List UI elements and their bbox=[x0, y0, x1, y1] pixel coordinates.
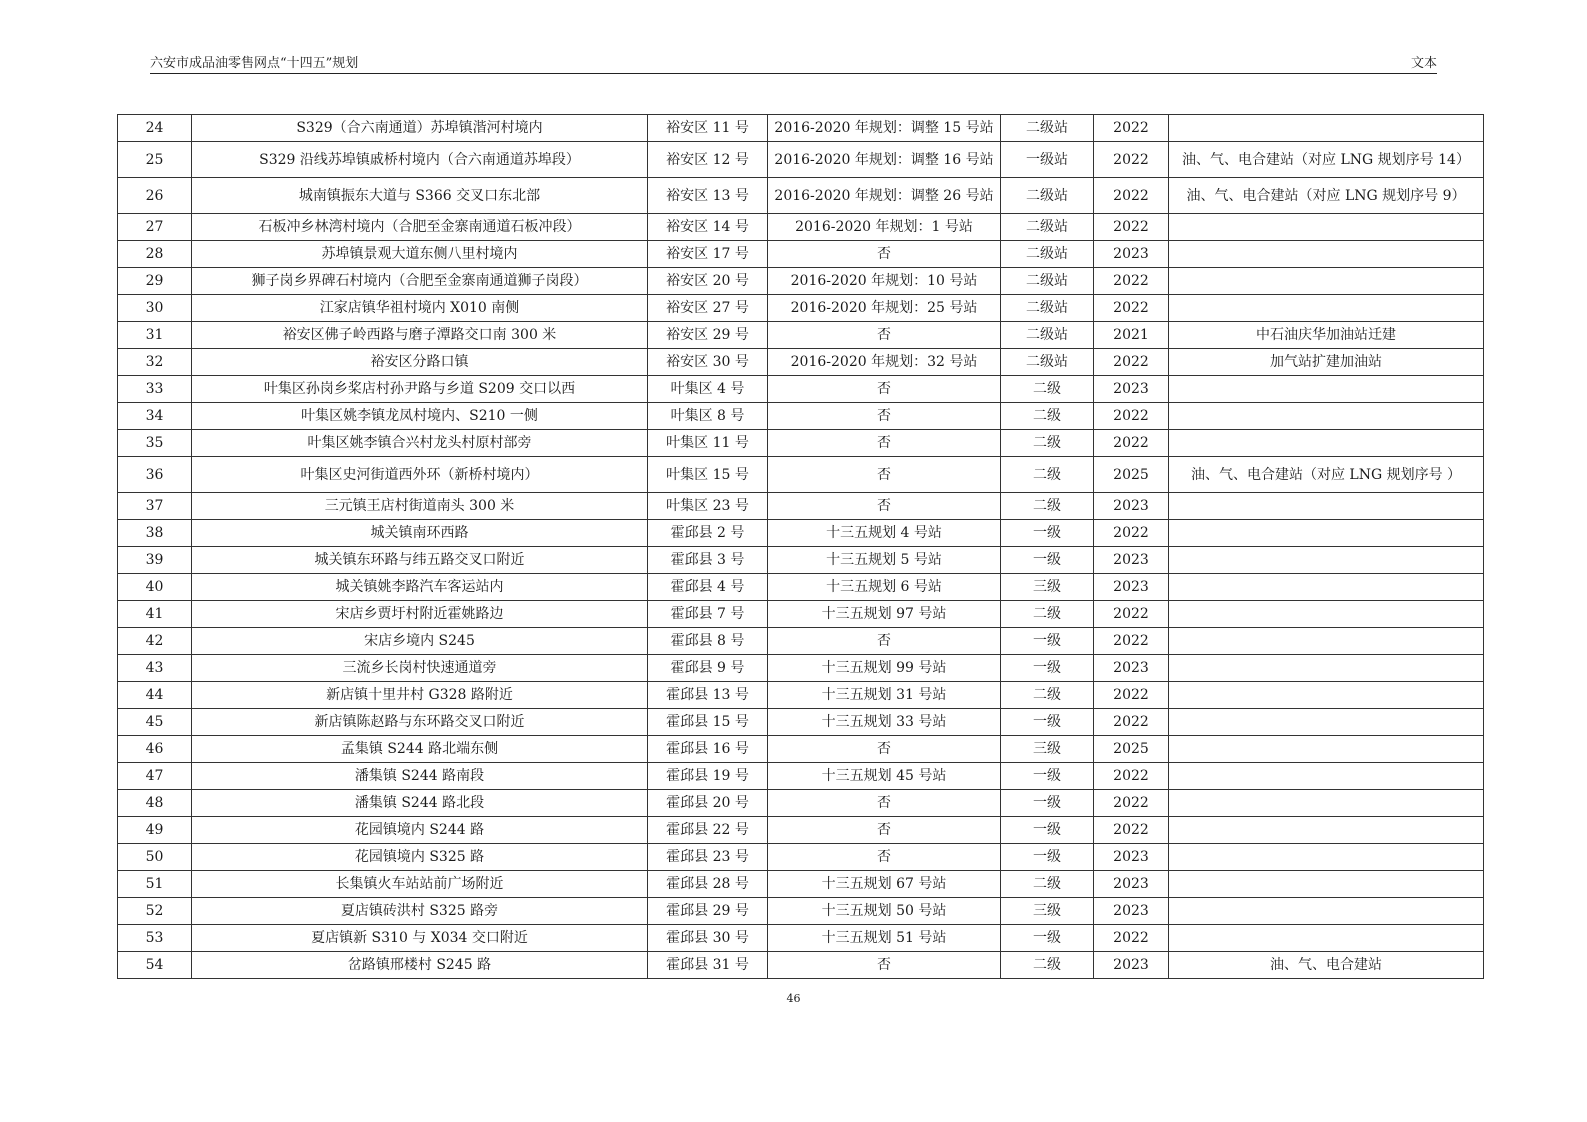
year-cell: 2022 bbox=[1094, 430, 1169, 457]
prior-plan-cell: 2016-2020 年规划：1 号站 bbox=[768, 214, 1001, 241]
station-level-cell: 二级站 bbox=[1001, 349, 1094, 376]
station-level-cell: 二级 bbox=[1001, 376, 1094, 403]
prior-plan-cell: 2016-2020 年规划：32 号站 bbox=[768, 349, 1001, 376]
header-divider bbox=[150, 73, 1437, 74]
table-row bbox=[118, 709, 1484, 736]
location-cell: S329（合六南通道）苏埠镇湝河村境内 bbox=[192, 115, 648, 142]
station-level-cell: 一级站 bbox=[1001, 142, 1094, 178]
row-number-cell: 49 bbox=[118, 817, 192, 844]
year-cell: 2023 bbox=[1094, 574, 1169, 601]
station-level-cell: 一级 bbox=[1001, 790, 1094, 817]
document-title: 六安市成品油零售网点“十四五”规划 bbox=[150, 56, 359, 71]
prior-plan-cell: 否 bbox=[768, 241, 1001, 268]
year-cell: 2025 bbox=[1094, 457, 1169, 493]
year-cell: 2023 bbox=[1094, 898, 1169, 925]
location-cell: 城关镇南环西路 bbox=[192, 520, 648, 547]
station-code-cell: 裕安区 17 号 bbox=[648, 241, 768, 268]
table-row bbox=[118, 376, 1484, 403]
location-cell: 裕安区分路口镇 bbox=[192, 349, 648, 376]
row-number-cell: 43 bbox=[118, 655, 192, 682]
row-number-cell: 48 bbox=[118, 790, 192, 817]
station-code-cell: 叶集区 4 号 bbox=[648, 376, 768, 403]
table-row bbox=[118, 736, 1484, 763]
row-number-cell: 44 bbox=[118, 682, 192, 709]
station-code-cell: 霍邱县 19 号 bbox=[648, 763, 768, 790]
station-code-cell: 霍邱县 2 号 bbox=[648, 520, 768, 547]
note-cell bbox=[1169, 403, 1484, 430]
year-cell: 2022 bbox=[1094, 214, 1169, 241]
prior-plan-cell: 十三五规划 33 号站 bbox=[768, 709, 1001, 736]
year-cell: 2023 bbox=[1094, 655, 1169, 682]
station-code-cell: 霍邱县 16 号 bbox=[648, 736, 768, 763]
station-level-cell: 二级站 bbox=[1001, 178, 1094, 214]
prior-plan-cell: 2016-2020 年规划：调整 15 号站 bbox=[768, 115, 1001, 142]
row-number-cell: 31 bbox=[118, 322, 192, 349]
table-row bbox=[118, 520, 1484, 547]
location-cell: 江家店镇华祖村境内 X010 南侧 bbox=[192, 295, 648, 322]
row-number-cell: 52 bbox=[118, 898, 192, 925]
year-cell: 2022 bbox=[1094, 178, 1169, 214]
table-row bbox=[118, 457, 1484, 493]
row-number-cell: 25 bbox=[118, 142, 192, 178]
station-code-cell: 裕安区 30 号 bbox=[648, 349, 768, 376]
station-code-cell: 裕安区 29 号 bbox=[648, 322, 768, 349]
location-cell: 苏埠镇景观大道东侧八里村境内 bbox=[192, 241, 648, 268]
row-number-cell: 47 bbox=[118, 763, 192, 790]
station-level-cell: 二级站 bbox=[1001, 115, 1094, 142]
row-number-cell: 34 bbox=[118, 403, 192, 430]
row-number-cell: 26 bbox=[118, 178, 192, 214]
note-cell: 中石油庆华加油站迁建 bbox=[1169, 322, 1484, 349]
prior-plan-cell: 2016-2020 年规划：调整 26 号站 bbox=[768, 178, 1001, 214]
row-number-cell: 42 bbox=[118, 628, 192, 655]
section-label: 文本 bbox=[1410, 56, 1437, 71]
location-cell: 宋店乡境内 S245 bbox=[192, 628, 648, 655]
table-body bbox=[118, 115, 1484, 979]
year-cell: 2025 bbox=[1094, 736, 1169, 763]
location-cell: 叶集区史河街道西外环（新桥村境内） bbox=[192, 457, 648, 493]
note-cell bbox=[1169, 628, 1484, 655]
prior-plan-cell: 否 bbox=[768, 952, 1001, 979]
prior-plan-cell: 否 bbox=[768, 790, 1001, 817]
row-number-cell: 30 bbox=[118, 295, 192, 322]
note-cell bbox=[1169, 376, 1484, 403]
station-code-cell: 霍邱县 22 号 bbox=[648, 817, 768, 844]
station-level-cell: 一级 bbox=[1001, 844, 1094, 871]
note-cell bbox=[1169, 214, 1484, 241]
table-row bbox=[118, 322, 1484, 349]
note-cell bbox=[1169, 520, 1484, 547]
row-number-cell: 37 bbox=[118, 493, 192, 520]
prior-plan-cell: 否 bbox=[768, 817, 1001, 844]
year-cell: 2022 bbox=[1094, 403, 1169, 430]
station-level-cell: 二级站 bbox=[1001, 295, 1094, 322]
station-code-cell: 叶集区 11 号 bbox=[648, 430, 768, 457]
table-row bbox=[118, 682, 1484, 709]
row-number-cell: 33 bbox=[118, 376, 192, 403]
year-cell: 2022 bbox=[1094, 142, 1169, 178]
row-number-cell: 54 bbox=[118, 952, 192, 979]
station-level-cell: 一级 bbox=[1001, 655, 1094, 682]
location-cell: 三元镇王店村街道南头 300 米 bbox=[192, 493, 648, 520]
location-cell: 石板冲乡林湾村境内（合肥至金寨南通道石板冲段） bbox=[192, 214, 648, 241]
station-level-cell: 一级 bbox=[1001, 817, 1094, 844]
year-cell: 2022 bbox=[1094, 925, 1169, 952]
year-cell: 2022 bbox=[1094, 295, 1169, 322]
row-number-cell: 38 bbox=[118, 520, 192, 547]
row-number-cell: 50 bbox=[118, 844, 192, 871]
table-row bbox=[118, 601, 1484, 628]
prior-plan-cell: 2016-2020 年规划：调整 16 号站 bbox=[768, 142, 1001, 178]
prior-plan-cell: 否 bbox=[768, 457, 1001, 493]
location-cell: 长集镇火车站站前广场附近 bbox=[192, 871, 648, 898]
station-code-cell: 霍邱县 28 号 bbox=[648, 871, 768, 898]
station-level-cell: 二级 bbox=[1001, 952, 1094, 979]
note-cell bbox=[1169, 898, 1484, 925]
row-number-cell: 29 bbox=[118, 268, 192, 295]
location-cell: 宋店乡贾圩村附近霍姚路边 bbox=[192, 601, 648, 628]
station-level-cell: 二级 bbox=[1001, 682, 1094, 709]
table-row bbox=[118, 403, 1484, 430]
note-cell: 油、气、电合建站（对应 LNG 规划序号 ） bbox=[1169, 457, 1484, 493]
note-cell: 油、气、电合建站（对应 LNG 规划序号 14） bbox=[1169, 142, 1484, 178]
note-cell bbox=[1169, 844, 1484, 871]
table-row bbox=[118, 655, 1484, 682]
station-code-cell: 霍邱县 3 号 bbox=[648, 547, 768, 574]
station-code-cell: 霍邱县 15 号 bbox=[648, 709, 768, 736]
note-cell bbox=[1169, 493, 1484, 520]
location-cell: 夏店镇砖洪村 S325 路旁 bbox=[192, 898, 648, 925]
table-row bbox=[118, 817, 1484, 844]
row-number-cell: 51 bbox=[118, 871, 192, 898]
prior-plan-cell: 十三五规划 31 号站 bbox=[768, 682, 1001, 709]
prior-plan-cell: 否 bbox=[768, 403, 1001, 430]
prior-plan-cell: 2016-2020 年规划：10 号站 bbox=[768, 268, 1001, 295]
year-cell: 2022 bbox=[1094, 268, 1169, 295]
station-code-cell: 霍邱县 20 号 bbox=[648, 790, 768, 817]
year-cell: 2023 bbox=[1094, 376, 1169, 403]
station-level-cell: 二级 bbox=[1001, 871, 1094, 898]
note-cell bbox=[1169, 817, 1484, 844]
location-cell: 叶集区姚李镇合兴村龙头村原村部旁 bbox=[192, 430, 648, 457]
station-code-cell: 裕安区 20 号 bbox=[648, 268, 768, 295]
prior-plan-cell: 否 bbox=[768, 628, 1001, 655]
row-number-cell: 28 bbox=[118, 241, 192, 268]
prior-plan-cell: 十三五规划 4 号站 bbox=[768, 520, 1001, 547]
note-cell bbox=[1169, 547, 1484, 574]
year-cell: 2022 bbox=[1094, 115, 1169, 142]
row-number-cell: 53 bbox=[118, 925, 192, 952]
note-cell bbox=[1169, 790, 1484, 817]
note-cell bbox=[1169, 871, 1484, 898]
row-number-cell: 36 bbox=[118, 457, 192, 493]
table-row bbox=[118, 574, 1484, 601]
note-cell bbox=[1169, 295, 1484, 322]
row-number-cell: 46 bbox=[118, 736, 192, 763]
location-cell: 夏店镇新 S310 与 X034 交口附近 bbox=[192, 925, 648, 952]
station-code-cell: 裕安区 11 号 bbox=[648, 115, 768, 142]
table-row bbox=[118, 844, 1484, 871]
station-code-cell: 叶集区 23 号 bbox=[648, 493, 768, 520]
location-cell: 花园镇境内 S325 路 bbox=[192, 844, 648, 871]
note-cell bbox=[1169, 736, 1484, 763]
table-row bbox=[118, 898, 1484, 925]
location-cell: 城南镇振东大道与 S366 交叉口东北部 bbox=[192, 178, 648, 214]
table-row bbox=[118, 430, 1484, 457]
year-cell: 2022 bbox=[1094, 628, 1169, 655]
note-cell: 油、气、电合建站 bbox=[1169, 952, 1484, 979]
station-code-cell: 叶集区 8 号 bbox=[648, 403, 768, 430]
row-number-cell: 35 bbox=[118, 430, 192, 457]
row-number-cell: 40 bbox=[118, 574, 192, 601]
table-row bbox=[118, 268, 1484, 295]
prior-plan-cell: 十三五规划 67 号站 bbox=[768, 871, 1001, 898]
note-cell bbox=[1169, 574, 1484, 601]
table-row bbox=[118, 214, 1484, 241]
location-cell: 三流乡长岗村快速通道旁 bbox=[192, 655, 648, 682]
station-code-cell: 裕安区 12 号 bbox=[648, 142, 768, 178]
location-cell: 城关镇姚李路汽车客运站内 bbox=[192, 574, 648, 601]
prior-plan-cell: 十三五规划 51 号站 bbox=[768, 925, 1001, 952]
station-code-cell: 霍邱县 8 号 bbox=[648, 628, 768, 655]
note-cell bbox=[1169, 682, 1484, 709]
location-cell: S329 沿线苏埠镇戚桥村境内（合六南通道苏埠段） bbox=[192, 142, 648, 178]
prior-plan-cell: 十三五规划 45 号站 bbox=[768, 763, 1001, 790]
row-number-cell: 27 bbox=[118, 214, 192, 241]
year-cell: 2022 bbox=[1094, 349, 1169, 376]
prior-plan-cell: 2016-2020 年规划：25 号站 bbox=[768, 295, 1001, 322]
location-cell: 新店镇十里井村 G328 路附近 bbox=[192, 682, 648, 709]
station-code-cell: 霍邱县 29 号 bbox=[648, 898, 768, 925]
page-number: 46 bbox=[786, 992, 801, 1005]
station-level-cell: 二级 bbox=[1001, 457, 1094, 493]
station-level-cell: 二级 bbox=[1001, 493, 1094, 520]
location-cell: 叶集区姚李镇龙凤村境内、S210 一侧 bbox=[192, 403, 648, 430]
location-cell: 狮子岗乡界碑石村境内（合肥至金寨南通道狮子岗段） bbox=[192, 268, 648, 295]
station-level-cell: 三级 bbox=[1001, 574, 1094, 601]
table-row bbox=[118, 493, 1484, 520]
station-level-cell: 一级 bbox=[1001, 763, 1094, 790]
prior-plan-cell: 否 bbox=[768, 736, 1001, 763]
station-code-cell: 霍邱县 7 号 bbox=[648, 601, 768, 628]
station-level-cell: 二级站 bbox=[1001, 241, 1094, 268]
prior-plan-cell: 否 bbox=[768, 322, 1001, 349]
year-cell: 2023 bbox=[1094, 952, 1169, 979]
table-row bbox=[118, 142, 1484, 178]
year-cell: 2023 bbox=[1094, 241, 1169, 268]
note-cell: 油、气、电合建站（对应 LNG 规划序号 9） bbox=[1169, 178, 1484, 214]
table-row bbox=[118, 349, 1484, 376]
station-level-cell: 二级站 bbox=[1001, 322, 1094, 349]
station-code-cell: 霍邱县 4 号 bbox=[648, 574, 768, 601]
row-number-cell: 45 bbox=[118, 709, 192, 736]
year-cell: 2022 bbox=[1094, 763, 1169, 790]
location-cell: 孟集镇 S244 路北端东侧 bbox=[192, 736, 648, 763]
note-cell bbox=[1169, 268, 1484, 295]
station-level-cell: 二级站 bbox=[1001, 214, 1094, 241]
station-level-cell: 二级 bbox=[1001, 601, 1094, 628]
location-cell: 潘集镇 S244 路北段 bbox=[192, 790, 648, 817]
table-row bbox=[118, 763, 1484, 790]
year-cell: 2023 bbox=[1094, 547, 1169, 574]
year-cell: 2023 bbox=[1094, 871, 1169, 898]
station-code-cell: 叶集区 15 号 bbox=[648, 457, 768, 493]
prior-plan-cell: 十三五规划 6 号站 bbox=[768, 574, 1001, 601]
table-row bbox=[118, 952, 1484, 979]
prior-plan-cell: 否 bbox=[768, 844, 1001, 871]
station-code-cell: 霍邱县 9 号 bbox=[648, 655, 768, 682]
prior-plan-cell: 十三五规划 5 号站 bbox=[768, 547, 1001, 574]
location-cell: 花园镇境内 S244 路 bbox=[192, 817, 648, 844]
table-row bbox=[118, 241, 1484, 268]
row-number-cell: 41 bbox=[118, 601, 192, 628]
location-cell: 潘集镇 S244 路南段 bbox=[192, 763, 648, 790]
station-level-cell: 一级 bbox=[1001, 709, 1094, 736]
station-level-cell: 三级 bbox=[1001, 736, 1094, 763]
prior-plan-cell: 否 bbox=[768, 430, 1001, 457]
station-code-cell: 霍邱县 23 号 bbox=[648, 844, 768, 871]
table-row bbox=[118, 178, 1484, 214]
year-cell: 2022 bbox=[1094, 601, 1169, 628]
table-row bbox=[118, 871, 1484, 898]
prior-plan-cell: 十三五规划 50 号站 bbox=[768, 898, 1001, 925]
note-cell bbox=[1169, 115, 1484, 142]
station-plan-table bbox=[117, 114, 1484, 979]
location-cell: 叶集区孙岗乡桨店村孙尹路与乡道 S209 交口以西 bbox=[192, 376, 648, 403]
prior-plan-cell: 十三五规划 99 号站 bbox=[768, 655, 1001, 682]
station-level-cell: 二级 bbox=[1001, 403, 1094, 430]
table-row bbox=[118, 628, 1484, 655]
note-cell: 加气站扩建加油站 bbox=[1169, 349, 1484, 376]
note-cell bbox=[1169, 601, 1484, 628]
station-level-cell: 一级 bbox=[1001, 547, 1094, 574]
prior-plan-cell: 否 bbox=[768, 493, 1001, 520]
station-code-cell: 霍邱县 13 号 bbox=[648, 682, 768, 709]
prior-plan-cell: 十三五规划 97 号站 bbox=[768, 601, 1001, 628]
location-cell: 裕安区佛子岭西路与磨子潭路交口南 300 米 bbox=[192, 322, 648, 349]
table-row bbox=[118, 547, 1484, 574]
station-code-cell: 裕安区 14 号 bbox=[648, 214, 768, 241]
row-number-cell: 39 bbox=[118, 547, 192, 574]
year-cell: 2022 bbox=[1094, 709, 1169, 736]
year-cell: 2022 bbox=[1094, 817, 1169, 844]
note-cell bbox=[1169, 430, 1484, 457]
location-cell: 城关镇东环路与纬五路交叉口附近 bbox=[192, 547, 648, 574]
year-cell: 2022 bbox=[1094, 682, 1169, 709]
station-level-cell: 三级 bbox=[1001, 898, 1094, 925]
year-cell: 2023 bbox=[1094, 493, 1169, 520]
row-number-cell: 24 bbox=[118, 115, 192, 142]
station-code-cell: 霍邱县 30 号 bbox=[648, 925, 768, 952]
row-number-cell: 32 bbox=[118, 349, 192, 376]
location-cell: 岔路镇邢楼村 S245 路 bbox=[192, 952, 648, 979]
station-level-cell: 一级 bbox=[1001, 925, 1094, 952]
year-cell: 2023 bbox=[1094, 844, 1169, 871]
prior-plan-cell: 否 bbox=[768, 376, 1001, 403]
station-level-cell: 二级站 bbox=[1001, 268, 1094, 295]
station-level-cell: 一级 bbox=[1001, 628, 1094, 655]
note-cell bbox=[1169, 925, 1484, 952]
note-cell bbox=[1169, 241, 1484, 268]
year-cell: 2022 bbox=[1094, 790, 1169, 817]
table-row bbox=[118, 790, 1484, 817]
station-level-cell: 一级 bbox=[1001, 520, 1094, 547]
table-row bbox=[118, 115, 1484, 142]
station-code-cell: 裕安区 13 号 bbox=[648, 178, 768, 214]
station-level-cell: 二级 bbox=[1001, 430, 1094, 457]
note-cell bbox=[1169, 763, 1484, 790]
table-row bbox=[118, 925, 1484, 952]
year-cell: 2021 bbox=[1094, 322, 1169, 349]
note-cell bbox=[1169, 655, 1484, 682]
station-code-cell: 裕安区 27 号 bbox=[648, 295, 768, 322]
table-row bbox=[118, 295, 1484, 322]
station-code-cell: 霍邱县 31 号 bbox=[648, 952, 768, 979]
location-cell: 新店镇陈赵路与东环路交叉口附近 bbox=[192, 709, 648, 736]
year-cell: 2022 bbox=[1094, 520, 1169, 547]
note-cell bbox=[1169, 709, 1484, 736]
